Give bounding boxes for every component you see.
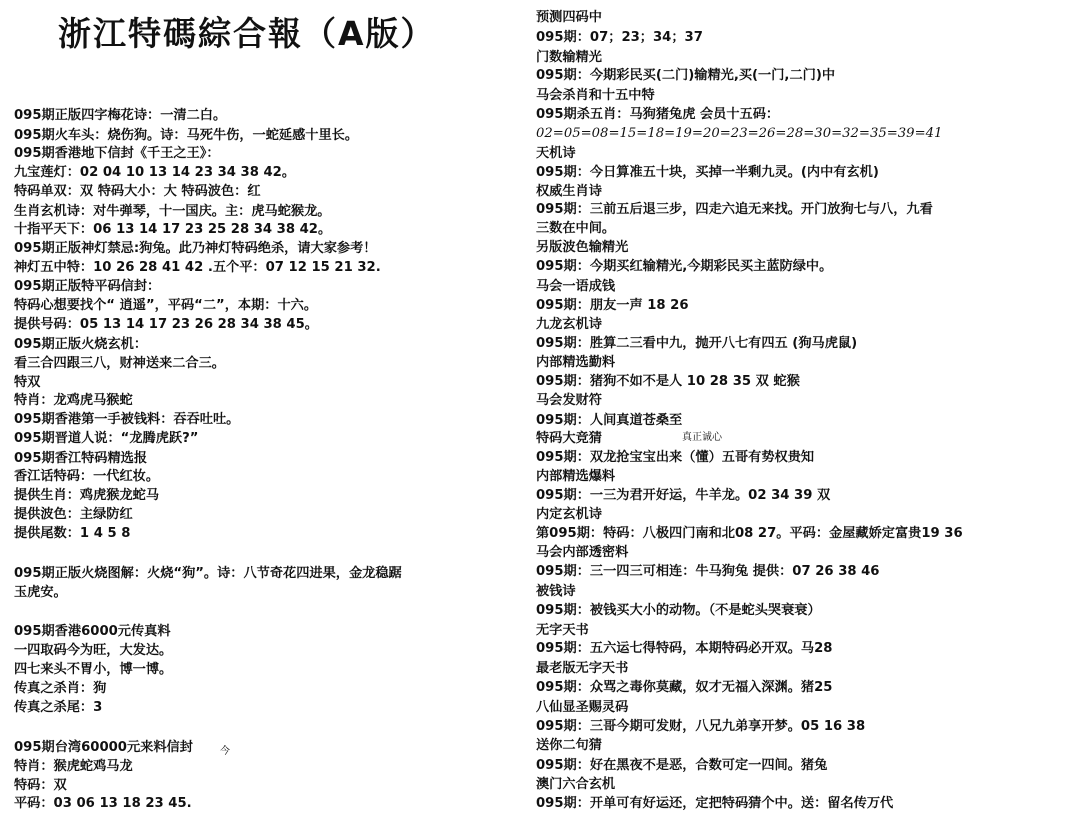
text-line: 内部精选勤料 (536, 355, 616, 370)
text-line: 095期：五六运七得特码，本期特码必开双。马28 (536, 641, 833, 656)
text-line: 内定玄机诗 (536, 507, 602, 522)
text-line: 最老版无字天书 (536, 661, 629, 676)
text-line: 095期杀五肖：马狗猪兔虎 会员十五码： (536, 107, 780, 122)
text-line: 095期香港第一手被钱料：吞吞吐吐。 (14, 412, 240, 427)
text-line: 权威生肖诗 (536, 184, 602, 199)
text-line: 095期正版四字梅花诗：一清二白。 (14, 108, 227, 123)
text-line: 内部精选爆料 (536, 469, 616, 484)
text-line: 095期：人间真道苍桑至 (536, 413, 683, 428)
text-line: 095期：被钱买大小的动物。（不是蛇头哭衰衰） (536, 603, 821, 618)
text-line: 095期：一三为君开好运，牛羊龙。02 34 39 双 (536, 488, 831, 503)
text-line: 095期台湾60000元来料信封 (14, 740, 193, 755)
text-line: 095期正版神灯禁忌:狗兔。此乃神灯特码绝杀，请大家参考！ (14, 241, 377, 256)
text-line: 马会杀肖和十五中特 (536, 88, 655, 103)
text-line: 天机诗 (536, 146, 576, 161)
text-line: 095期正版特平码信封： (14, 279, 161, 294)
text-line: 被钱诗 (536, 584, 576, 599)
text-line: 095期：三一四三可相连：牛马狗兔 提供：07 26 38 46 (536, 564, 880, 579)
text-line: 看三合四跟三八，财神送来二合三。 (14, 356, 225, 371)
text-line: 第095期：特码：八极四门南和北08 27。平码：金屋藏娇定富贵19 36 (536, 526, 963, 541)
text-line: 提供尾数：1 4 5 8 (14, 526, 131, 541)
text-line: 095期：朋友一声 18 26 (536, 298, 689, 313)
text-line: 095期：双龙抢宝宝出来（懂）五哥有势权贵知 (536, 450, 815, 465)
text-line: 095期：开单可有好运还，定把特码猜个中。送：留名传万代 (536, 796, 894, 811)
text-line: 特码：双 (14, 778, 67, 793)
text-line: 提供号码：05 13 14 17 23 26 28 34 38 45。 (14, 317, 318, 332)
text-line: 玉虎安。 (14, 585, 67, 600)
text-line: 提供波色：主绿防红 (14, 507, 133, 522)
text-line: 095期香江特码精选报 (14, 451, 148, 466)
handwritten-note-zhenzheng: 真正诚心 (682, 432, 722, 443)
text-line: 送你二句猜 (536, 738, 602, 753)
text-line: 095期正版火烧图解：火烧“狗”。诗：八节奇花四进果，金龙稳踞 (14, 566, 402, 581)
text-line: 特双 (14, 375, 41, 390)
text-line: 095期：今日算准五十块，买掉一半剩九灵。(内中有玄机) (536, 165, 879, 180)
text-line: 四七来头不胃小，博一博。 (14, 662, 173, 677)
text-line: 095期：胜算二三看中九，抛开八七有四五 (狗马虎鼠) (536, 336, 858, 351)
text-line: 另版波色输精光 (536, 240, 629, 255)
text-line: 马会一语成钱 (536, 279, 616, 294)
text-line: 九宝莲灯：02 04 10 13 14 23 34 38 42。 (14, 165, 296, 180)
text-line: 马会发财符 (536, 393, 602, 408)
text-line: 澳门六合玄机 (536, 777, 616, 792)
text-line: 095期香港6000元传真料 (14, 624, 171, 639)
text-line: 095期：07；23；34；37 (536, 30, 703, 45)
text-line: 一四取码今为旺，大发达。 (14, 643, 173, 658)
text-line: 特码单双：双 特码大小：大 特码波色：红 (14, 184, 261, 199)
text-line: 门数输精光 (536, 50, 602, 65)
text-line: 三数在中间。 (536, 221, 616, 236)
text-line: 特码大竞猜 (536, 431, 602, 446)
text-line: 095期：今期彩民买(二门)输精光,买(一门,二门)中 (536, 68, 836, 83)
text-line: 神灯五中特：10 26 28 41 42 .五个平：07 12 15 21 32. (14, 260, 381, 275)
text-line: 马会内部透密料 (536, 545, 629, 560)
text-line: 九龙玄机诗 (536, 317, 602, 332)
text-line: 八仙显圣赐灵码 (536, 700, 629, 715)
text-line: 095期：猪狗不如不是人 10 28 35 双 蛇猴 (536, 374, 800, 389)
text-line: 传真之杀尾：3 (14, 700, 103, 715)
text-line: 平码：03 06 13 18 23 45. (14, 796, 192, 811)
text-line: 无字天书 (536, 623, 589, 638)
text-line: 十指平天下：06 13 14 17 23 25 28 34 38 42。 (14, 222, 332, 237)
page-title: 浙江特碼綜合報（A版） (58, 14, 436, 53)
text-line: 特肖：龙鸡虎马猴蛇 (14, 393, 133, 408)
text-line: 095期：三前五后退三步，四走六追无来找。开门放狗七与八，九看 (536, 202, 933, 217)
text-line: 095期香港地下信封《千王之王》： (14, 146, 220, 161)
text-line: 095期：三哥今期可发财，八兄九弟享开梦。05 16 38 (536, 719, 866, 734)
text-line: 095期火车头：烧伤狗。诗：马死牛伤，一蛇延感十里长。 (14, 128, 359, 143)
text-line: 香江话特码：一代红妆。 (14, 469, 160, 484)
text-line: 生肖玄机诗：对牛弹琴，十一国庆。主：虎马蛇猴龙。 (14, 204, 331, 219)
handwritten-note-jin: 今 (220, 746, 230, 757)
text-line: 特肖：猴虎蛇鸡马龙 (14, 759, 133, 774)
text-line: 特码心想要找个“ 逍遥”，平码“二”，本期：十六。 (14, 298, 318, 313)
text-line: 传真之杀肖：狗 (14, 681, 107, 696)
text-line: 095期：好在黑夜不是恶，合数可定一四间。猪兔 (536, 758, 828, 773)
text-line: 095期：众骂之毒你莫藏，奴才无福入深渊。猪25 (536, 680, 833, 695)
text-line: 095期：今期买红输精光,今期彩民买主蓝防绿中。 (536, 259, 833, 274)
text-line: 预测四码中 (536, 10, 602, 25)
text-line: 02=05=08=15=18=19=20=23=26=28=30=32=35=39=41 (536, 126, 943, 141)
text-line: 095期晋道人说：“龙腾虎跃?” (14, 431, 199, 446)
text-line: 095期正版火烧玄机： (14, 337, 148, 352)
text-line: 提供生肖：鸡虎猴龙蛇马 (14, 488, 160, 503)
